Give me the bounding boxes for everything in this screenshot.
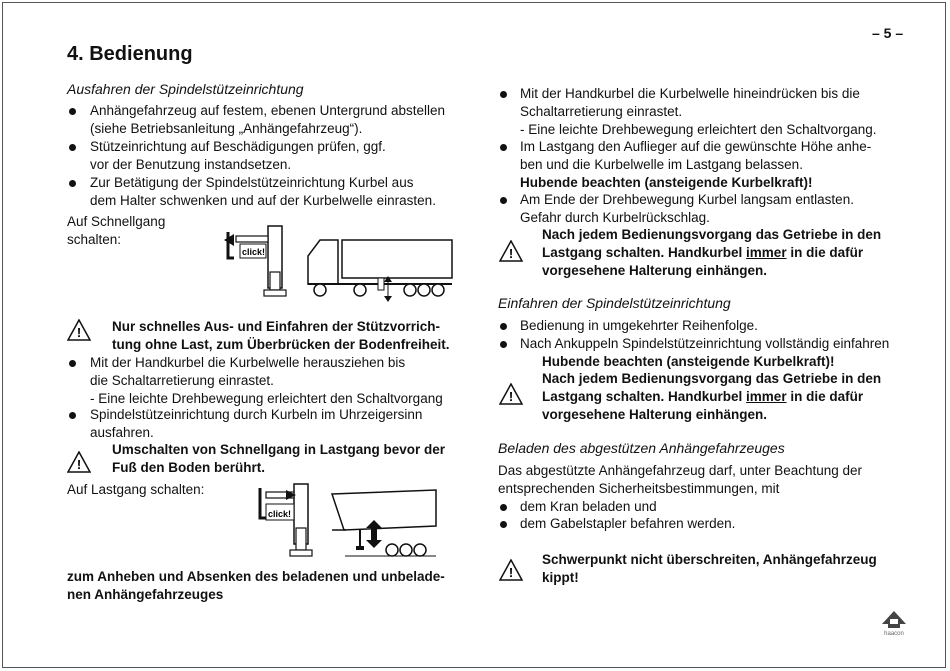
bullet-icon	[69, 108, 76, 115]
bullet-icon	[500, 91, 507, 98]
haacon-logo	[880, 610, 908, 636]
list-item	[90, 406, 422, 442]
svg-text:!: !	[76, 457, 82, 472]
text-line: Anhängefahrzeug auf festem, ebenen Untergrund abstellen	[90, 103, 446, 118]
list-item	[520, 138, 871, 192]
text-line: - Eine leichte Drehbewegung erleichtert den Schaltvorgang.	[520, 122, 877, 137]
text-fragment: Lastgang schalten. Handkurbel	[542, 389, 747, 404]
text-line: zum Anheben und Absenken des beladenen und unbelade-	[67, 569, 445, 584]
text-line: Nach jedem Bedienungsvorgang das Getriebe in den	[542, 371, 882, 386]
text-line: Fuß den Boden berührt.	[112, 460, 265, 475]
list-item: Nach Ankuppeln Spindelstützeinrichtung vollständig einfahren	[520, 336, 890, 351]
text-line: Nur schnelles Aus- und Einfahren der Stützvorrich-	[112, 319, 441, 334]
warning-icon	[499, 559, 523, 581]
page-number: – 5 –	[872, 25, 904, 41]
list-item	[520, 191, 854, 227]
section-title-ausfahren: Ausfahren der Spindelstützeinrichtung	[67, 81, 304, 97]
svg-text:haacon: haacon	[884, 631, 904, 636]
warning-icon	[67, 451, 91, 473]
bullet-icon	[500, 504, 507, 511]
list-item	[90, 174, 436, 210]
text-line: - Eine leichte Drehbewegung erleichtert den Schaltvorgang	[90, 391, 443, 406]
text-fragment: immer	[746, 245, 787, 260]
text-line: Schaltarretierung einrastet.	[520, 104, 683, 119]
section-title-beladen: Beladen des abgestützen Anhängefahrzeuges	[498, 440, 785, 456]
list-item	[90, 102, 445, 138]
text-line: schalten:	[67, 232, 122, 247]
text-line: vorgesehene Halterung einhängen.	[542, 263, 768, 278]
click-label: click!	[268, 509, 292, 519]
text-line: tung ohne Last, zum Überbrücken der Bodenfreiheit.	[112, 337, 450, 352]
section-title-einfahren: Einfahren der Spindelstützeinrichtung	[498, 295, 731, 311]
text-line: Das abgestützte Anhängefahrzeug darf, unter Beachtung der	[498, 463, 863, 478]
svg-text:!: !	[76, 325, 82, 340]
warning-text	[542, 370, 881, 424]
schnellgang-label	[67, 213, 165, 249]
text-line	[542, 388, 881, 406]
text-line: kippt!	[542, 570, 579, 585]
warning-text	[112, 441, 445, 477]
text-line: Zur Betätigung der Spindelstützeinrichtung Kurbel aus	[90, 175, 414, 190]
text-line: vor der Benutzung instandsetzen.	[90, 157, 292, 172]
list-item: Bedienung in umgekehrter Reihenfolge.	[520, 318, 758, 333]
list-item	[90, 354, 443, 408]
list-item: dem Gabelstapler befahren werden.	[520, 516, 736, 531]
lastgang-label: Auf Lastgang schalten:	[67, 482, 205, 497]
text-line: Umschalten von Schnellgang in Lastgang bevor der	[112, 442, 446, 457]
svg-text:!: !	[508, 389, 514, 404]
warning-text	[542, 226, 881, 280]
warning-icon	[67, 319, 91, 341]
text-fragment: in die dafür	[786, 245, 864, 260]
text-line: Mit der Handkurbel die Kurbelwelle hineindrücken bis die	[520, 86, 860, 101]
svg-text:!: !	[508, 246, 514, 261]
text-fragment: in die dafür	[786, 389, 864, 404]
paragraph	[498, 462, 862, 498]
bullet-icon	[500, 144, 507, 151]
list-item	[90, 138, 386, 174]
text-line: die Schaltarretierung einrastet.	[90, 373, 274, 388]
bottom-caption	[67, 568, 445, 604]
text-line: Schwerpunkt nicht überschreiten, Anhängefahrzeug	[542, 552, 877, 567]
bullet-icon	[69, 360, 76, 367]
page-title: 4. Bedienung	[67, 43, 193, 65]
text-line: Auf Schnellgang	[67, 214, 166, 229]
bullet-icon	[500, 521, 507, 528]
text-line: Gefahr durch Kurbelrückschlag.	[520, 210, 710, 225]
svg-text:!: !	[508, 565, 514, 580]
text-line: Am Ende der Drehbewegung Kurbel langsam entlasten.	[520, 192, 854, 207]
text-line: dem Halter schwenken und auf der Kurbelwelle einrasten.	[90, 193, 436, 208]
text-line: ausfahren.	[90, 425, 154, 440]
text-line: Spindelstützeinrichtung durch Kurbeln im Uhrzeigersinn	[90, 407, 423, 422]
text-line: ben und die Kurbelwelle im Lastgang belassen.	[520, 157, 803, 172]
bullet-icon	[500, 197, 507, 204]
text-line: (siehe Betriebsanleitung „Anhängefahrzeug“).	[90, 121, 363, 136]
text-line: nen Anhängefahrzeuges	[67, 587, 224, 602]
text-line: Stützeinrichtung auf Beschädigungen prüfen, ggf.	[90, 139, 386, 154]
bullet-icon	[69, 412, 76, 419]
warning-icon	[499, 383, 523, 405]
text-line: Mit der Handkurbel die Kurbelwelle herausziehen bis	[90, 355, 406, 370]
text-fragment: Lastgang schalten. Handkurbel	[542, 245, 747, 260]
bullet-icon	[69, 180, 76, 187]
warning-text	[112, 318, 450, 354]
text-line: vorgesehene Halterung einhängen.	[542, 407, 768, 422]
list-item-note: Hubende beachten (ansteigende Kurbelkraft)!	[542, 354, 835, 369]
schnellgang-illustration	[220, 222, 455, 304]
bullet-icon	[500, 323, 507, 330]
click-label: click!	[242, 247, 266, 257]
bullet-icon	[500, 341, 507, 348]
lastgang-illustration	[250, 482, 440, 562]
list-item: dem Kran beladen und	[520, 499, 657, 514]
warning-icon	[499, 240, 523, 262]
text-line: Im Lastgang den Auflieger auf die gewünschte Höhe anhe-	[520, 139, 872, 154]
text-line: Hubende beachten (ansteigende Kurbelkraft)!	[520, 175, 813, 190]
text-line	[542, 244, 881, 262]
text-line: Nach jedem Bedienungsvorgang das Getriebe in den	[542, 227, 882, 242]
bullet-icon	[69, 144, 76, 151]
text-line: entsprechenden Sicherheitsbestimmungen, mit	[498, 481, 780, 496]
warning-text	[542, 551, 877, 587]
text-fragment: immer	[746, 389, 787, 404]
list-item	[520, 85, 876, 139]
